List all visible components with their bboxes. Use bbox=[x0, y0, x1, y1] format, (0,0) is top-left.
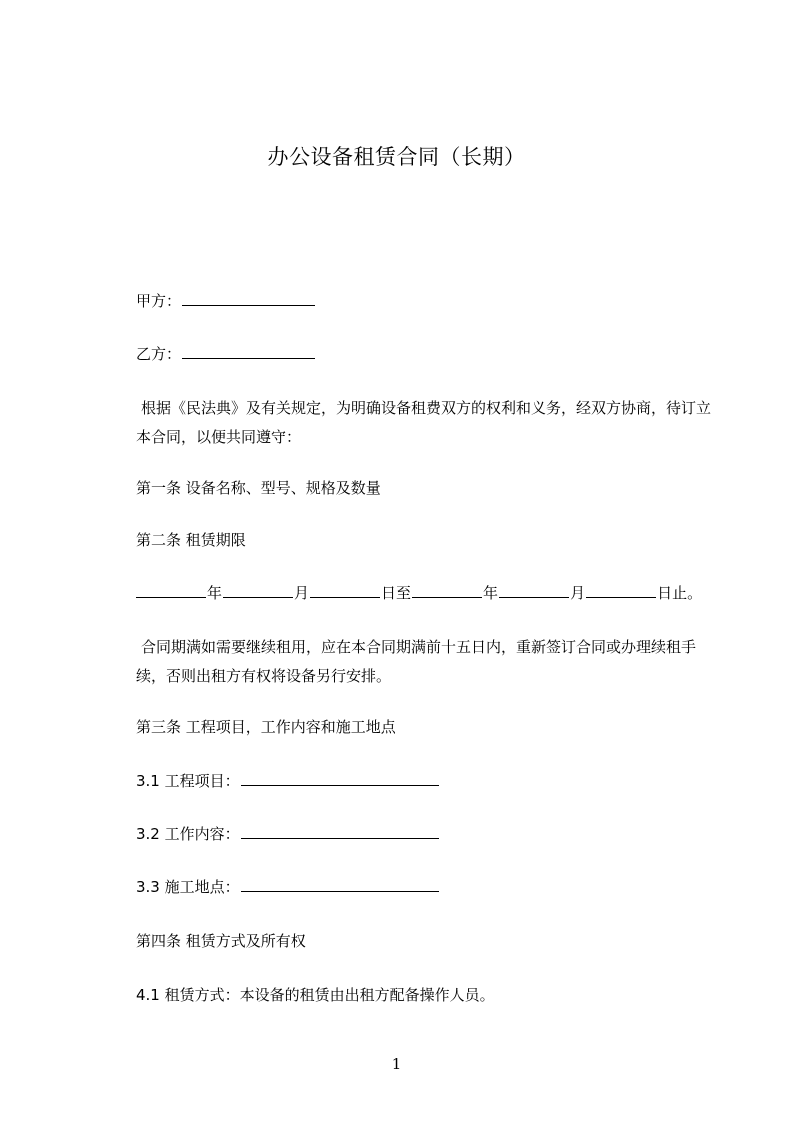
party-b-blank[interactable] bbox=[182, 344, 315, 359]
renewal-paragraph: 合同期满如需要继续租用，应在本合同期满前十五日内，重新签订合同或办理续租手续，否则出租方有权将设备另行安排。 bbox=[136, 638, 697, 685]
article-2-heading: 第二条 租赁期限 bbox=[136, 531, 246, 549]
item-3-3-label: 3.3 施工地点： bbox=[136, 878, 240, 896]
end-day-label: 日止。 bbox=[657, 584, 703, 602]
work-content-blank[interactable] bbox=[241, 824, 439, 839]
end-day-blank[interactable] bbox=[586, 583, 656, 598]
start-month-label: 月 bbox=[294, 584, 310, 602]
end-year-label: 年 bbox=[483, 584, 499, 602]
party-b-label: 乙方： bbox=[136, 345, 182, 363]
party-a-line bbox=[136, 291, 316, 311]
lease-period-line bbox=[136, 583, 702, 603]
start-day-label: 日至 bbox=[381, 584, 412, 602]
item-3-2-label: 3.2 工作内容： bbox=[136, 825, 240, 843]
site-blank[interactable] bbox=[241, 877, 439, 892]
start-year-label: 年 bbox=[207, 584, 223, 602]
start-month-blank[interactable] bbox=[223, 583, 293, 598]
party-a-blank[interactable] bbox=[182, 291, 315, 306]
intro-paragraph: 根据《民法典》及有关规定，为明确设备租费双方的权利和义务，经双方协商，待订立本合同，以便共同遵守： bbox=[136, 399, 712, 446]
document-title: 办公设备租赁合同（长期） bbox=[267, 145, 526, 169]
end-year-blank[interactable] bbox=[412, 583, 482, 598]
item-3-2-line bbox=[136, 824, 440, 844]
party-b-line bbox=[136, 344, 316, 364]
item-3-3-line bbox=[136, 877, 440, 897]
start-day-blank[interactable] bbox=[310, 583, 380, 598]
start-year-blank[interactable] bbox=[136, 583, 206, 598]
article-3-heading: 第三条 工程项目，工作内容和施工地点 bbox=[136, 718, 396, 736]
page-number: 1 bbox=[391, 1055, 402, 1073]
article-1-heading: 第一条 设备名称、型号、规格及数量 bbox=[136, 479, 381, 497]
item-3-1-line bbox=[136, 771, 440, 791]
project-blank[interactable] bbox=[241, 771, 439, 786]
article-4-heading: 第四条 租赁方式及所有权 bbox=[136, 932, 306, 950]
party-a-label: 甲方： bbox=[136, 292, 182, 310]
item-4-1-line: 4.1 租赁方式：本设备的租赁由出租方配备操作人员。 bbox=[136, 986, 495, 1004]
end-month-label: 月 bbox=[570, 584, 586, 602]
item-3-1-label: 3.1 工程项目： bbox=[136, 772, 240, 790]
end-month-blank[interactable] bbox=[499, 583, 569, 598]
